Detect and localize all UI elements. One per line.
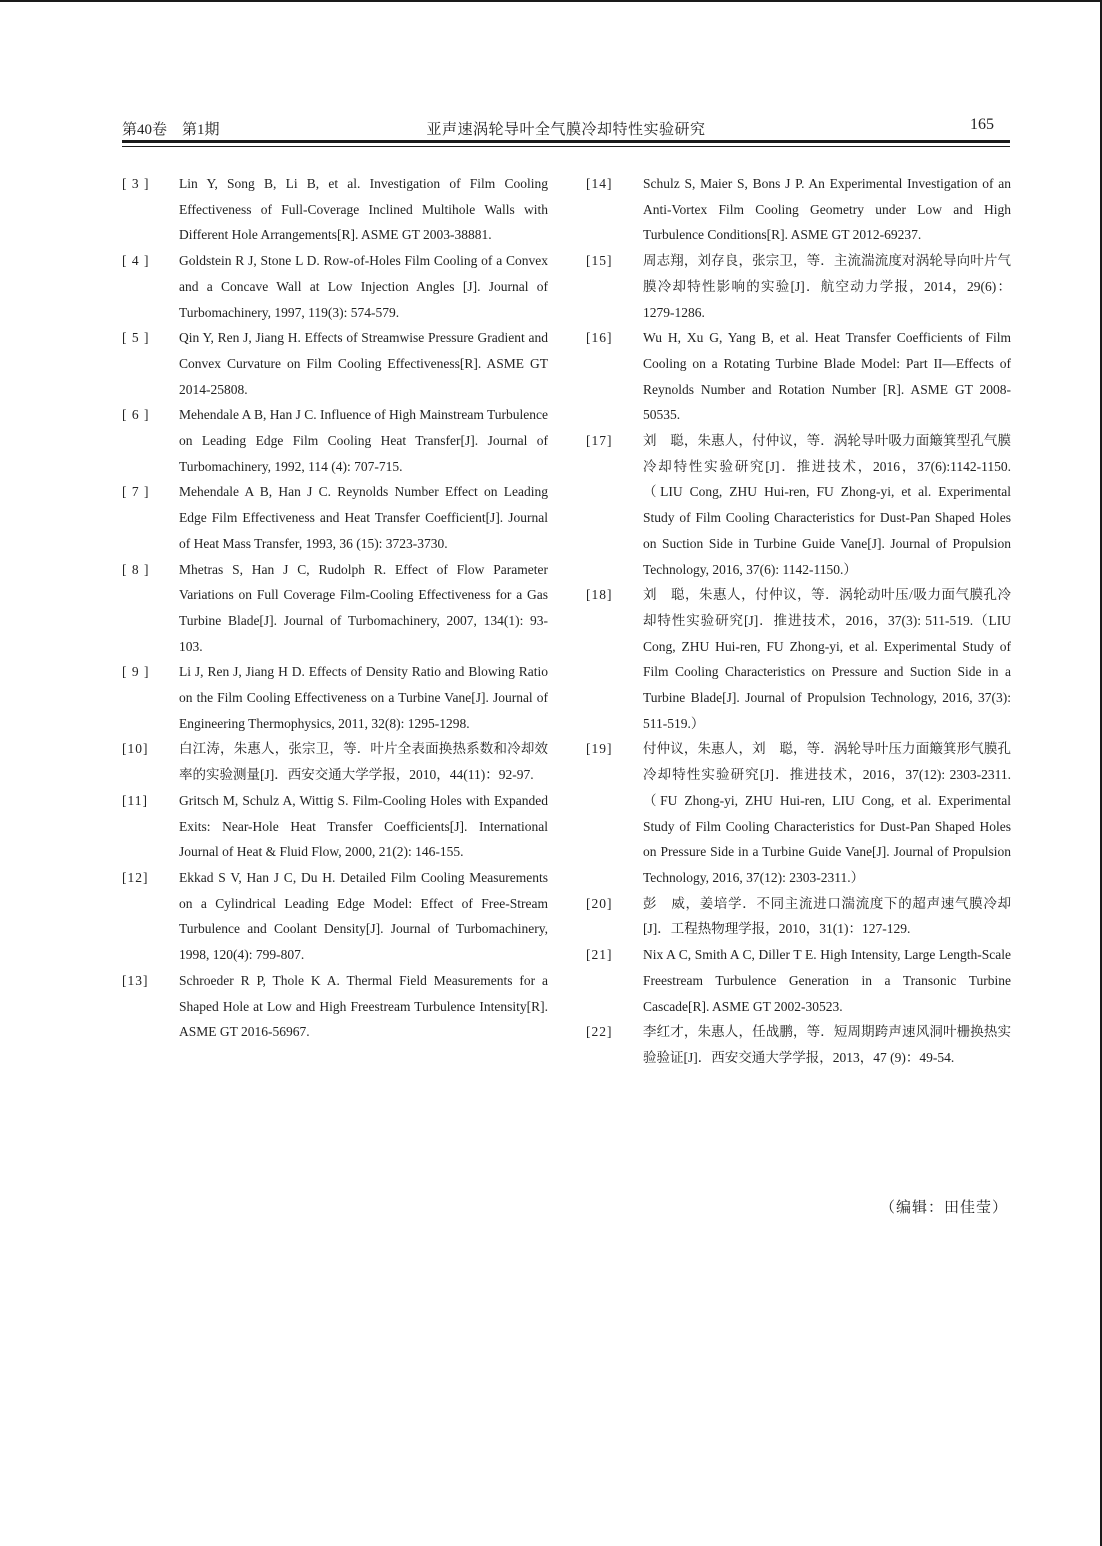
reference-item xyxy=(122,248,548,325)
reference-number: [22] xyxy=(586,1024,613,1040)
reference-item xyxy=(122,788,548,865)
reference-item xyxy=(122,402,548,479)
reference-item xyxy=(586,428,1011,582)
reference-number: [13] xyxy=(122,972,149,988)
reference-text: 周志翔，刘存良，张宗卫，等．主流湍流度对涡轮导向叶片气膜冷却特性影响的实验[J]．航空动力学报，2014，29(6)：1279-1286. xyxy=(643,253,1011,320)
reference-item xyxy=(586,1019,1011,1070)
reference-item xyxy=(586,171,1011,248)
reference-text: 白江涛，朱惠人，张宗卫，等．叶片全表面换热系数和冷却效率的实验测量[J]．西安交通大学学报，2010，44(11)：92-97. xyxy=(179,741,548,783)
reference-text: Schulz S, Maier S, Bons J P. An Experimental Investigation of an Anti-Vortex Film Cooling Geometry under Low and High Turbulence Conditions[R]. ASME GT 2012-69237. xyxy=(643,176,1011,243)
reference-item xyxy=(586,891,1011,942)
reference-number: [11] xyxy=(122,792,148,808)
header-rule-thin xyxy=(122,146,1010,147)
reference-text: Li J, Ren J, Jiang H D. Effects of Density Ratio and Blowing Ratio on the Film Cooling Effectiveness on a Turbine Vane[J]. Journal of Engineering Thermophysics, 2011, 32(8): 1295-1298. xyxy=(179,664,548,731)
reference-number: [14] xyxy=(586,176,613,191)
reference-text: Mhetras S, Han J C, Rudolph R. Effect of Flow Parameter Variations on Full Coverage Film-Cooling Effectiveness for a Gas Turbine Blade[J]. Journal of Turbomachinery, 2007, 134(1): 93-103. xyxy=(179,561,548,654)
reference-number: [ 8 ] xyxy=(122,561,150,577)
reference-text: Gritsch M, Schulz A, Wittig S. Film-Cooling Holes with Expanded Exits: Near-Hole Heat Transfer Coefficients[J]. International Journal of Heat & Fluid Flow, 2000, 21(2): 146-155. xyxy=(179,792,548,860)
reference-text: 付仲议，朱惠人，刘 聪，等．涡轮导叶压力面簸箕形气膜孔冷却特性实验研究[J]．推进技术，2016，37(12): 2303-2311.（FU Zhong-yi, ZHU Hui-ren, LIU Cong, et al. Experimental Study of Film Cooling Characteristics for Dust-Pan Shaped Holes on Pressure Side in a Turbine Guide Vane[J]. Journal of Propulsion Technology, 2016, 37(12): 2303-2311.） xyxy=(643,741,1011,885)
references-right-column xyxy=(586,171,1011,1071)
reference-number: [20] xyxy=(586,895,613,911)
reference-text: Ekkad S V, Han J C, Du H. Detailed Film Cooling Measurements on a Cylindrical Leading Edge Model: Effect of Free-Stream Turbulence and Coolant Density[J]. Journal of Turbomachinery, 1998, 120(4): 799-807. xyxy=(179,869,548,963)
volume-issue: 第40卷 第1期 xyxy=(122,122,220,138)
reference-text: Lin Y, Song B, Li B, et al. Investigation of Film Cooling Effectiveness of Full-Coverage Inclined Multihole Walls with Different Hole Arrangements[R]. ASME GT 2003-38881. xyxy=(179,176,548,243)
reference-number: [17] xyxy=(586,433,613,449)
reference-item xyxy=(122,659,548,736)
reference-number: [16] xyxy=(586,330,613,346)
reference-item xyxy=(586,736,1011,890)
reference-text: Wu H, Xu G, Yang B, et al. Heat Transfer Coefficients of Film Cooling on a Rotating Turbine Blade Model: Part II—Effects of Reynolds Number and Rotation Number [R]. ASME GT 2008-50535. xyxy=(643,330,1011,423)
reference-number: [19] xyxy=(586,741,613,757)
reference-text: Schroeder R P, Thole K A. Thermal Field Measurements for a Shaped Hole at Low and High Freestream Turbulence Intensity[R]. ASME GT 2016-56967. xyxy=(179,972,548,1040)
header-rule-thick xyxy=(122,140,1010,143)
reference-item xyxy=(586,248,1011,325)
reference-number: [ 6 ] xyxy=(122,407,150,423)
reference-number: [ 4 ] xyxy=(122,253,150,269)
reference-number: [ 9 ] xyxy=(122,664,150,680)
reference-number: [15] xyxy=(586,253,613,269)
reference-text: Mehendale A B, Han J C. Influence of High Mainstream Turbulence on Leading Edge Film Cooling Heat Transfer[J]. Journal of Turbomachinery, 1992, 114 (4): 707-715. xyxy=(179,407,548,474)
reference-item xyxy=(586,942,1011,1019)
reference-text: 刘 聪，朱惠人，付仲议，等．涡轮导叶吸力面簸箕型孔气膜冷却特性实验研究[J]．推进技术，2016，37(6):1142-1150.（LIU Cong, ZHU Hui-ren, FU Zhong-yi, et al. Experimental Study of Film Cooling Characteristics for Dust-Pan Shaped Holes on Suction Side in Turbine Guide Vane[J]. Journal of Propulsion Technology, 2016, 37(6): 1142-1150.） xyxy=(643,433,1011,577)
reference-number: [ 5 ] xyxy=(122,330,150,346)
reference-number: [12] xyxy=(122,869,149,885)
reference-item xyxy=(586,325,1011,428)
page-border-top xyxy=(0,0,1102,2)
reference-text: Qin Y, Ren J, Jiang H. Effects of Streamwise Pressure Gradient and Convex Curvature on Film Cooling Effectiveness[R]. ASME GT 2014-25808. xyxy=(179,330,548,397)
reference-text: 彭 威，姜培学．不同主流进口湍流度下的超声速气膜冷却[J]．工程热物理学报，2010，31(1)：127-129. xyxy=(643,895,1011,937)
page-number: 165 xyxy=(970,116,994,133)
reference-text: Mehendale A B, Han J C. Reynolds Number Effect on Leading Edge Film Effectiveness and Heat Transfer Coefficient[J]. Journal of Heat Mass Transfer, 1993, 36 (15): 3723-3730. xyxy=(179,484,548,551)
reference-text: 李红才，朱惠人，任战鹏，等．短周期跨声速风洞叶栅换热实验验证[J]．西安交通大学学报，2013，47 (9)：49-54. xyxy=(643,1024,1011,1065)
references-left-column xyxy=(122,171,548,1045)
reference-item xyxy=(122,325,548,402)
reference-item xyxy=(122,479,548,556)
reference-text: Goldstein R J, Stone L D. Row-of-Holes Film Cooling of a Convex and a Concave Wall at Low Injection Angles [J]. Journal of Turbomachinery, 1997, 119(3): 574-579. xyxy=(179,253,548,320)
reference-number: [10] xyxy=(122,741,149,757)
reference-item xyxy=(586,582,1011,736)
reference-number: [ 3 ] xyxy=(122,176,150,191)
reference-item xyxy=(122,736,548,787)
reference-item xyxy=(122,865,548,968)
reference-text: 刘 聪，朱惠人，付仲议，等．涡轮动叶压/吸力面气膜孔冷却特性实验研究[J]．推进技术，2016，37(3): 511-519.（LIU Cong, ZHU Hui-ren, FU Zhong-yi, et al. Experimental Study of Film Cooling Characteristics on Pressure and Suction Side in a Turbine Blade[J]. Journal of Propulsion Technology, 2016, 37(3): 511-519.） xyxy=(643,587,1011,731)
reference-number: [18] xyxy=(586,587,613,603)
running-header xyxy=(122,116,1010,140)
reference-number: [ 7 ] xyxy=(122,484,150,500)
running-title: 亚声速涡轮导叶全气膜冷却特性实验研究 xyxy=(426,122,706,138)
reference-text: Nix A C, Smith A C, Diller T E. High Intensity, Large Length-Scale Freestream Turbulence Generation in a Transonic Turbine Cascade[R]. ASME GT 2002-30523. xyxy=(643,947,1011,1014)
editor-credit: （编辑：田佳莹） xyxy=(879,1200,1008,1216)
reference-item xyxy=(122,171,548,248)
reference-item xyxy=(122,968,548,1045)
reference-item xyxy=(122,557,548,660)
reference-number: [21] xyxy=(586,947,613,963)
